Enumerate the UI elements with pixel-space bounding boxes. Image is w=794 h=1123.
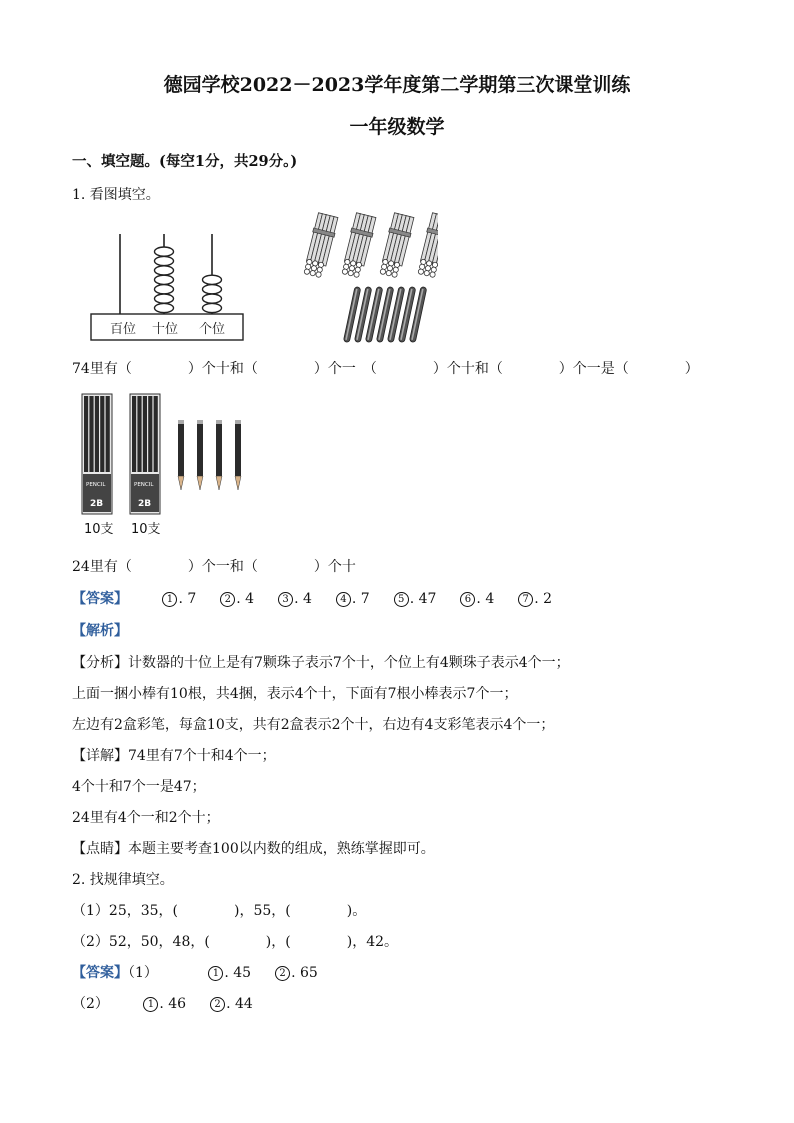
abacus-bead (155, 285, 174, 294)
answer-number: 5 (394, 592, 409, 607)
dianjing-text: 本题主要考查100以内数的组成，熟练掌握即可。 (128, 841, 435, 857)
answer-number: 1 (208, 966, 223, 981)
xiangjie-line-2: 4个十和7个一是47； (72, 779, 206, 795)
part1-label: （1） (128, 965, 158, 981)
stick-bundle (378, 212, 414, 278)
answer-number: 2 (220, 592, 235, 607)
abacus-label-hundreds: 百位 (110, 322, 137, 337)
answer-number: 3 (278, 592, 293, 607)
xiangjie-line-1 (72, 745, 276, 765)
pencil-box (82, 394, 112, 514)
abacus-bead (203, 294, 222, 303)
loose-pencil (178, 420, 184, 490)
answer-item (162, 591, 196, 607)
answer-value: . 4 (476, 591, 495, 607)
answer-number: 1 (143, 997, 158, 1012)
dianjing-tag: 【点睛】 (72, 841, 128, 857)
pencil-box-count-label: 10支 (84, 522, 114, 537)
abacus-bead (155, 275, 174, 284)
abacus-bead (203, 275, 222, 284)
sticks-figure (298, 210, 438, 346)
fenxi-line-2: 上面一捆小棒有10根，共4捆，表示4个十，下面有7根小棒表示7个一； (72, 686, 518, 702)
answer-item (275, 965, 318, 981)
xiangjie-text: 74里有7个十和4个一； (128, 748, 276, 764)
answer-list (132, 591, 552, 607)
answer-number: 6 (460, 592, 475, 607)
abacus-label-ones: 个位 (199, 322, 226, 337)
abacus-bead (155, 247, 174, 256)
stick-bundle (340, 212, 376, 278)
loose-pencil (197, 420, 203, 490)
loose-pencil (235, 420, 241, 490)
answer-item (518, 591, 552, 607)
analysis-tag: 【解析】 (72, 623, 128, 639)
answer-item (394, 591, 437, 607)
document-subtitle: 一年级数学 (349, 116, 445, 138)
answer-number: 2 (210, 997, 225, 1012)
question-2-prompt: 2. 找规律填空。 (72, 872, 174, 888)
answer-item (220, 591, 254, 607)
loose-pencil (216, 420, 222, 490)
section-heading: 一、填空题。(每空1分，共29分。) (72, 153, 298, 170)
xiangjie-line-3: 24里有4个一和2个十； (72, 810, 220, 826)
question-1-line-2: 24里有（ ）个一和（ ）个十 (72, 559, 356, 575)
pencils-figure (76, 390, 256, 540)
answer-row-q1 (72, 588, 552, 608)
fenxi-text: 计数器的十位上是有7颗珠子表示7个十，个位上有4颗珠子表示4个一； (128, 655, 570, 671)
pencil-box-count-label: 10支 (131, 522, 161, 537)
answer-number: 1 (162, 592, 177, 607)
dianjing-line (72, 838, 435, 858)
answer-number: 7 (518, 592, 533, 607)
abacus-bead (155, 303, 174, 312)
answer-value: . 65 (291, 965, 318, 981)
abacus-bead (203, 285, 222, 294)
pencil-box (130, 394, 160, 514)
answer-item (336, 591, 370, 607)
answer-value: . 44 (226, 996, 253, 1012)
document-title: 德园学校2022－2023学年度第二学期第三次课堂训练 (163, 74, 631, 96)
part2-label: （2） (72, 996, 109, 1012)
question-2-line-1: （1）25，35，( )，55，( )。 (72, 903, 367, 919)
abacus-figure (86, 226, 248, 344)
abacus-bead (203, 303, 222, 312)
abacus-label-tens: 十位 (152, 322, 179, 337)
stick-bundle (416, 212, 438, 278)
fenxi-tag: 【分析】 (72, 655, 128, 671)
answer-value: . 2 (534, 591, 553, 607)
answer-number: 2 (275, 966, 290, 981)
question-1-prompt: 1. 看图填空。 (72, 187, 160, 203)
xiangjie-tag: 【详解】 (72, 748, 128, 764)
answer-item (278, 591, 312, 607)
stick-bundle (302, 212, 338, 278)
answer-item (143, 996, 186, 1012)
answer-tag: 【答案】 (72, 591, 128, 607)
answer-value: . 4 (294, 591, 312, 607)
answer-value: . 46 (159, 996, 187, 1012)
pencil-box-brand: PENCIL (86, 482, 106, 488)
pencil-box-brand: PENCIL (134, 482, 154, 488)
abacus-bead (155, 256, 174, 265)
answer-item (208, 965, 251, 981)
answer-number: 4 (336, 592, 351, 607)
answer-row-q2-part1 (72, 962, 318, 982)
answer-item (460, 591, 494, 607)
answer-list (162, 965, 317, 981)
answer-value: . 7 (178, 591, 197, 607)
fenxi-line-1 (72, 652, 570, 672)
answer-value: . 4 (236, 591, 255, 607)
pencil-box-grade: 2B (138, 499, 152, 509)
answer-value: . 45 (224, 965, 252, 981)
abacus-bead (155, 266, 174, 275)
answer-tag: 【答案】 (72, 965, 128, 981)
question-1-line-1: 74里有（ ）个十和（ ）个一 （ ）个十和（ ）个一是（ ） (72, 361, 699, 377)
answer-row-q2-part2 (72, 993, 253, 1013)
answer-item (210, 996, 253, 1012)
fenxi-line-3: 左边有2盒彩笔，每盒10支，共有2盒表示2个十，右边有4支彩笔表示4个一； (72, 717, 555, 733)
abacus-bead (155, 294, 174, 303)
pencil-box-grade: 2B (90, 499, 104, 509)
answer-value: . 47 (409, 591, 437, 607)
question-2-line-2: （2）52，50，48，( )，( )，42。 (72, 934, 399, 950)
answer-list (113, 996, 252, 1012)
answer-value: . 7 (351, 591, 370, 607)
